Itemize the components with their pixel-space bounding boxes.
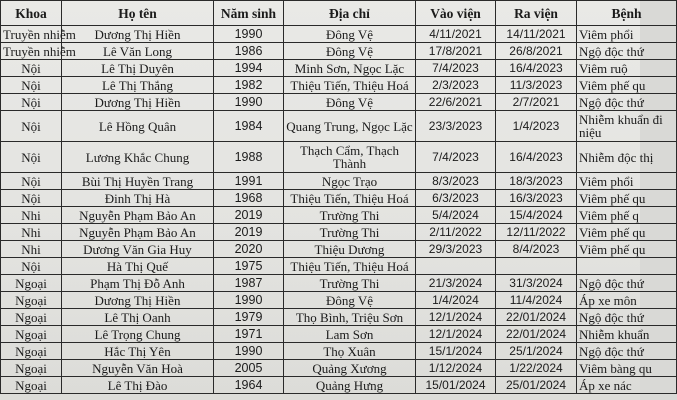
cell-ra-vien: 22/01/2024 xyxy=(496,309,577,326)
cell-khoa: Nhi xyxy=(1,207,62,224)
cell-ra-vien: 12/11/2022 xyxy=(496,224,577,241)
cell-ra-vien xyxy=(496,258,577,275)
cell-benh: Viêm phế qu xyxy=(577,224,677,241)
cell-dia-chi: Thiệu Tiến, Thiệu Hoá xyxy=(284,77,416,94)
table-row xyxy=(1,275,677,292)
cell-benh: Nhiễm khuẩn đi niệu xyxy=(577,111,677,142)
cell-nam-sinh: 1988 xyxy=(214,142,284,173)
cell-benh: Viêm phế q xyxy=(577,207,677,224)
cell-dia-chi: Lam Sơn xyxy=(284,326,416,343)
cell-dia-chi: Trường Thi xyxy=(284,275,416,292)
table-row xyxy=(1,343,677,360)
cell-nam-sinh: 1968 xyxy=(214,190,284,207)
cell-ho-ten: Hà Thị Quế xyxy=(62,258,214,275)
cell-benh: Áp xe nác xyxy=(577,377,677,394)
cell-nam-sinh: 2019 xyxy=(214,224,284,241)
cell-benh: Ngộ độc thứ xyxy=(577,343,677,360)
cell-khoa: Nội xyxy=(1,111,62,142)
cell-vao-vien: 2/11/2022 xyxy=(416,224,496,241)
cell-khoa: Nội xyxy=(1,142,62,173)
table-row xyxy=(1,309,677,326)
cell-dia-chi: Đông Vệ xyxy=(284,94,416,111)
cell-vao-vien: 7/4/2023 xyxy=(416,60,496,77)
table-row xyxy=(1,326,677,343)
cell-nam-sinh: 2005 xyxy=(214,360,284,377)
cell-ra-vien: 11/4/2024 xyxy=(496,292,577,309)
cell-dia-chi: Quang Trung, Ngọc Lặc xyxy=(284,111,416,142)
cell-ho-ten: Nguyễn Phạm Bảo An xyxy=(62,224,214,241)
cell-khoa: Nội xyxy=(1,258,62,275)
cell-dia-chi: Thọ Bình, Triệu Sơn xyxy=(284,309,416,326)
cell-nam-sinh: 1986 xyxy=(214,43,284,60)
cell-nam-sinh: 2020 xyxy=(214,241,284,258)
cell-benh: Viêm phổi xyxy=(577,173,677,190)
cell-nam-sinh: 1987 xyxy=(214,275,284,292)
cell-nam-sinh: 1990 xyxy=(214,26,284,43)
cell-vao-vien: 23/3/2023 xyxy=(416,111,496,142)
cell-dia-chi: Thiệu Tiến, Thiệu Hoá xyxy=(284,258,416,275)
cell-ra-vien: 16/4/2023 xyxy=(496,60,577,77)
cell-nam-sinh: 1990 xyxy=(214,292,284,309)
cell-dia-chi: Trường Thi xyxy=(284,224,416,241)
cell-vao-vien: 1/4/2024 xyxy=(416,292,496,309)
table-row xyxy=(1,207,677,224)
cell-ho-ten: Lê Thị Thắng xyxy=(62,77,214,94)
cell-vao-vien: 1/12/2024 xyxy=(416,360,496,377)
cell-ra-vien: 22/01/2024 xyxy=(496,326,577,343)
cell-ho-ten: Lê Văn Long xyxy=(62,43,214,60)
cell-ho-ten: Lê Trọng Chung xyxy=(62,326,214,343)
cell-vao-vien: 6/3/2023 xyxy=(416,190,496,207)
cell-nam-sinh: 1990 xyxy=(214,94,284,111)
table-row xyxy=(1,142,677,173)
cell-benh: Viêm phế qu xyxy=(577,241,677,258)
cell-benh: Viêm bàng qu xyxy=(577,360,677,377)
cell-dia-chi: Quảng Xương xyxy=(284,360,416,377)
cell-ho-ten: Hắc Thị Yên xyxy=(62,343,214,360)
cell-ho-ten: Nguyễn Văn Hoà xyxy=(62,360,214,377)
cell-ho-ten: Lê Thị Đào xyxy=(62,377,214,394)
cell-ra-vien: 15/4/2024 xyxy=(496,207,577,224)
cell-benh xyxy=(577,258,677,275)
cell-nam-sinh: 1990 xyxy=(214,343,284,360)
cell-dia-chi: Thạch Cẩm, Thạch Thành xyxy=(284,142,416,173)
table-row xyxy=(1,360,677,377)
table-row xyxy=(1,60,677,77)
cell-khoa: Ngoại xyxy=(1,292,62,309)
header-row xyxy=(1,1,677,26)
cell-khoa: Ngoại xyxy=(1,360,62,377)
cell-nam-sinh: 2019 xyxy=(214,207,284,224)
cell-ho-ten: Đinh Thị Hà xyxy=(62,190,214,207)
table-row xyxy=(1,43,677,60)
cell-vao-vien: 22/6/2021 xyxy=(416,94,496,111)
cell-ra-vien: 16/3/2023 xyxy=(496,190,577,207)
cell-benh: Viêm phế qu xyxy=(577,190,677,207)
header-benh: Bệnh xyxy=(577,1,677,26)
table-row xyxy=(1,224,677,241)
cell-vao-vien: 8/3/2023 xyxy=(416,173,496,190)
cell-nam-sinh: 1994 xyxy=(214,60,284,77)
cell-khoa: Ngoại xyxy=(1,377,62,394)
cell-ra-vien: 31/3/2024 xyxy=(496,275,577,292)
cell-benh: Viêm ruộ xyxy=(577,60,677,77)
cell-khoa: Truyền nhiễm xyxy=(1,43,62,60)
cell-khoa: Nội xyxy=(1,190,62,207)
cell-ho-ten: Lê Hồng Quân xyxy=(62,111,214,142)
cell-ho-ten: Dương Thị Hiền xyxy=(62,292,214,309)
cell-vao-vien: 4/11/2021 xyxy=(416,26,496,43)
cell-benh: Áp xe môn xyxy=(577,292,677,309)
header-ra-vien: Ra viện xyxy=(496,1,577,26)
cell-benh: Viêm phổi xyxy=(577,26,677,43)
table-row xyxy=(1,94,677,111)
cell-nam-sinh: 1975 xyxy=(214,258,284,275)
cell-ho-ten: Dương Văn Gia Huy xyxy=(62,241,214,258)
cell-khoa: Ngoại xyxy=(1,326,62,343)
cell-khoa: Nội xyxy=(1,173,62,190)
cell-khoa: Ngoại xyxy=(1,343,62,360)
cell-ra-vien: 26/8/2021 xyxy=(496,43,577,60)
cell-khoa: Nội xyxy=(1,60,62,77)
cell-benh: Ngộ độc thứ xyxy=(577,309,677,326)
cell-benh: Ngộ độc thứ xyxy=(577,94,677,111)
table-row xyxy=(1,111,677,142)
header-ho-ten: Họ tên xyxy=(62,1,214,26)
cell-ra-vien: 1/22/2024 xyxy=(496,360,577,377)
table-body xyxy=(1,26,677,394)
cell-nam-sinh: 1982 xyxy=(214,77,284,94)
cell-vao-vien: 12/1/2024 xyxy=(416,309,496,326)
table-row xyxy=(1,241,677,258)
table-row xyxy=(1,77,677,94)
cell-vao-vien: 15/1/2024 xyxy=(416,343,496,360)
cell-khoa: Ngoại xyxy=(1,309,62,326)
cell-khoa: Truyền nhiễm xyxy=(1,26,62,43)
cell-khoa: Nhi xyxy=(1,241,62,258)
cell-nam-sinh: 1984 xyxy=(214,111,284,142)
cell-nam-sinh: 1991 xyxy=(214,173,284,190)
header-khoa: Khoa xyxy=(1,1,62,26)
cell-ho-ten: Lê Thị Oanh xyxy=(62,309,214,326)
cell-vao-vien: 5/4/2024 xyxy=(416,207,496,224)
header-vao-vien: Vào viện xyxy=(416,1,496,26)
cell-dia-chi: Đông Vệ xyxy=(284,292,416,309)
cell-khoa: Nhi xyxy=(1,224,62,241)
cell-nam-sinh: 1971 xyxy=(214,326,284,343)
cell-vao-vien: 21/3/2024 xyxy=(416,275,496,292)
cell-ra-vien: 25/1/2024 xyxy=(496,343,577,360)
cell-benh: Nhiễm độc thị xyxy=(577,142,677,173)
cell-khoa: Nội xyxy=(1,77,62,94)
cell-vao-vien xyxy=(416,258,496,275)
table-row xyxy=(1,258,677,275)
cell-ra-vien: 25/01/2024 xyxy=(496,377,577,394)
cell-nam-sinh: 1979 xyxy=(214,309,284,326)
cell-vao-vien: 15/01/2024 xyxy=(416,377,496,394)
cell-benh: Viêm phế qu xyxy=(577,77,677,94)
table-row xyxy=(1,377,677,394)
cell-ra-vien: 16/4/2023 xyxy=(496,142,577,173)
cell-ra-vien: 11/3/2023 xyxy=(496,77,577,94)
cell-dia-chi: Thọ Xuân xyxy=(284,343,416,360)
cell-ra-vien: 1/4/2023 xyxy=(496,111,577,142)
cell-vao-vien: 2/3/2023 xyxy=(416,77,496,94)
cell-ra-vien: 14/11/2021 xyxy=(496,26,577,43)
cell-benh: Nhiễm khuẩn xyxy=(577,326,677,343)
cell-dia-chi: Minh Sơn, Ngọc Lặc xyxy=(284,60,416,77)
cell-ho-ten: Dương Thị Hiền xyxy=(62,94,214,111)
cell-vao-vien: 29/3/2023 xyxy=(416,241,496,258)
cell-ra-vien: 8/4/2023 xyxy=(496,241,577,258)
cell-dia-chi: Quảng Hưng xyxy=(284,377,416,394)
cell-ho-ten: Dương Thị Hiền xyxy=(62,26,214,43)
table-row xyxy=(1,173,677,190)
cell-vao-vien: 17/8/2021 xyxy=(416,43,496,60)
cell-ra-vien: 18/3/2023 xyxy=(496,173,577,190)
cell-dia-chi: Thiệu Tiến, Thiệu Hoá xyxy=(284,190,416,207)
cell-vao-vien: 7/4/2023 xyxy=(416,142,496,173)
cell-dia-chi: Đông Vệ xyxy=(284,43,416,60)
cell-benh: Ngộ độc thứ xyxy=(577,275,677,292)
header-nam-sinh: Năm sinh xyxy=(214,1,284,26)
cell-ho-ten: Lê Thị Duyên xyxy=(62,60,214,77)
cell-dia-chi: Trường Thi xyxy=(284,207,416,224)
cell-vao-vien: 12/1/2024 xyxy=(416,326,496,343)
cell-dia-chi: Đông Vệ xyxy=(284,26,416,43)
cell-dia-chi: Ngọc Trạo xyxy=(284,173,416,190)
cell-dia-chi: Thiệu Dương xyxy=(284,241,416,258)
table-row xyxy=(1,292,677,309)
cell-ho-ten: Lương Khắc Chung xyxy=(62,142,214,173)
header-dia-chi: Địa chỉ xyxy=(284,1,416,26)
table-row xyxy=(1,190,677,207)
cell-ho-ten: Bùi Thị Huyền Trang xyxy=(62,173,214,190)
cell-khoa: Ngoại xyxy=(1,275,62,292)
cell-benh: Ngộ độc thứ xyxy=(577,43,677,60)
table-row xyxy=(1,26,677,43)
cell-ra-vien: 2/7/2021 xyxy=(496,94,577,111)
cell-ho-ten: Nguyễn Phạm Bảo An xyxy=(62,207,214,224)
cell-nam-sinh: 1964 xyxy=(214,377,284,394)
cell-khoa: Nội xyxy=(1,94,62,111)
cell-ho-ten: Phạm Thị Đỗ Anh xyxy=(62,275,214,292)
